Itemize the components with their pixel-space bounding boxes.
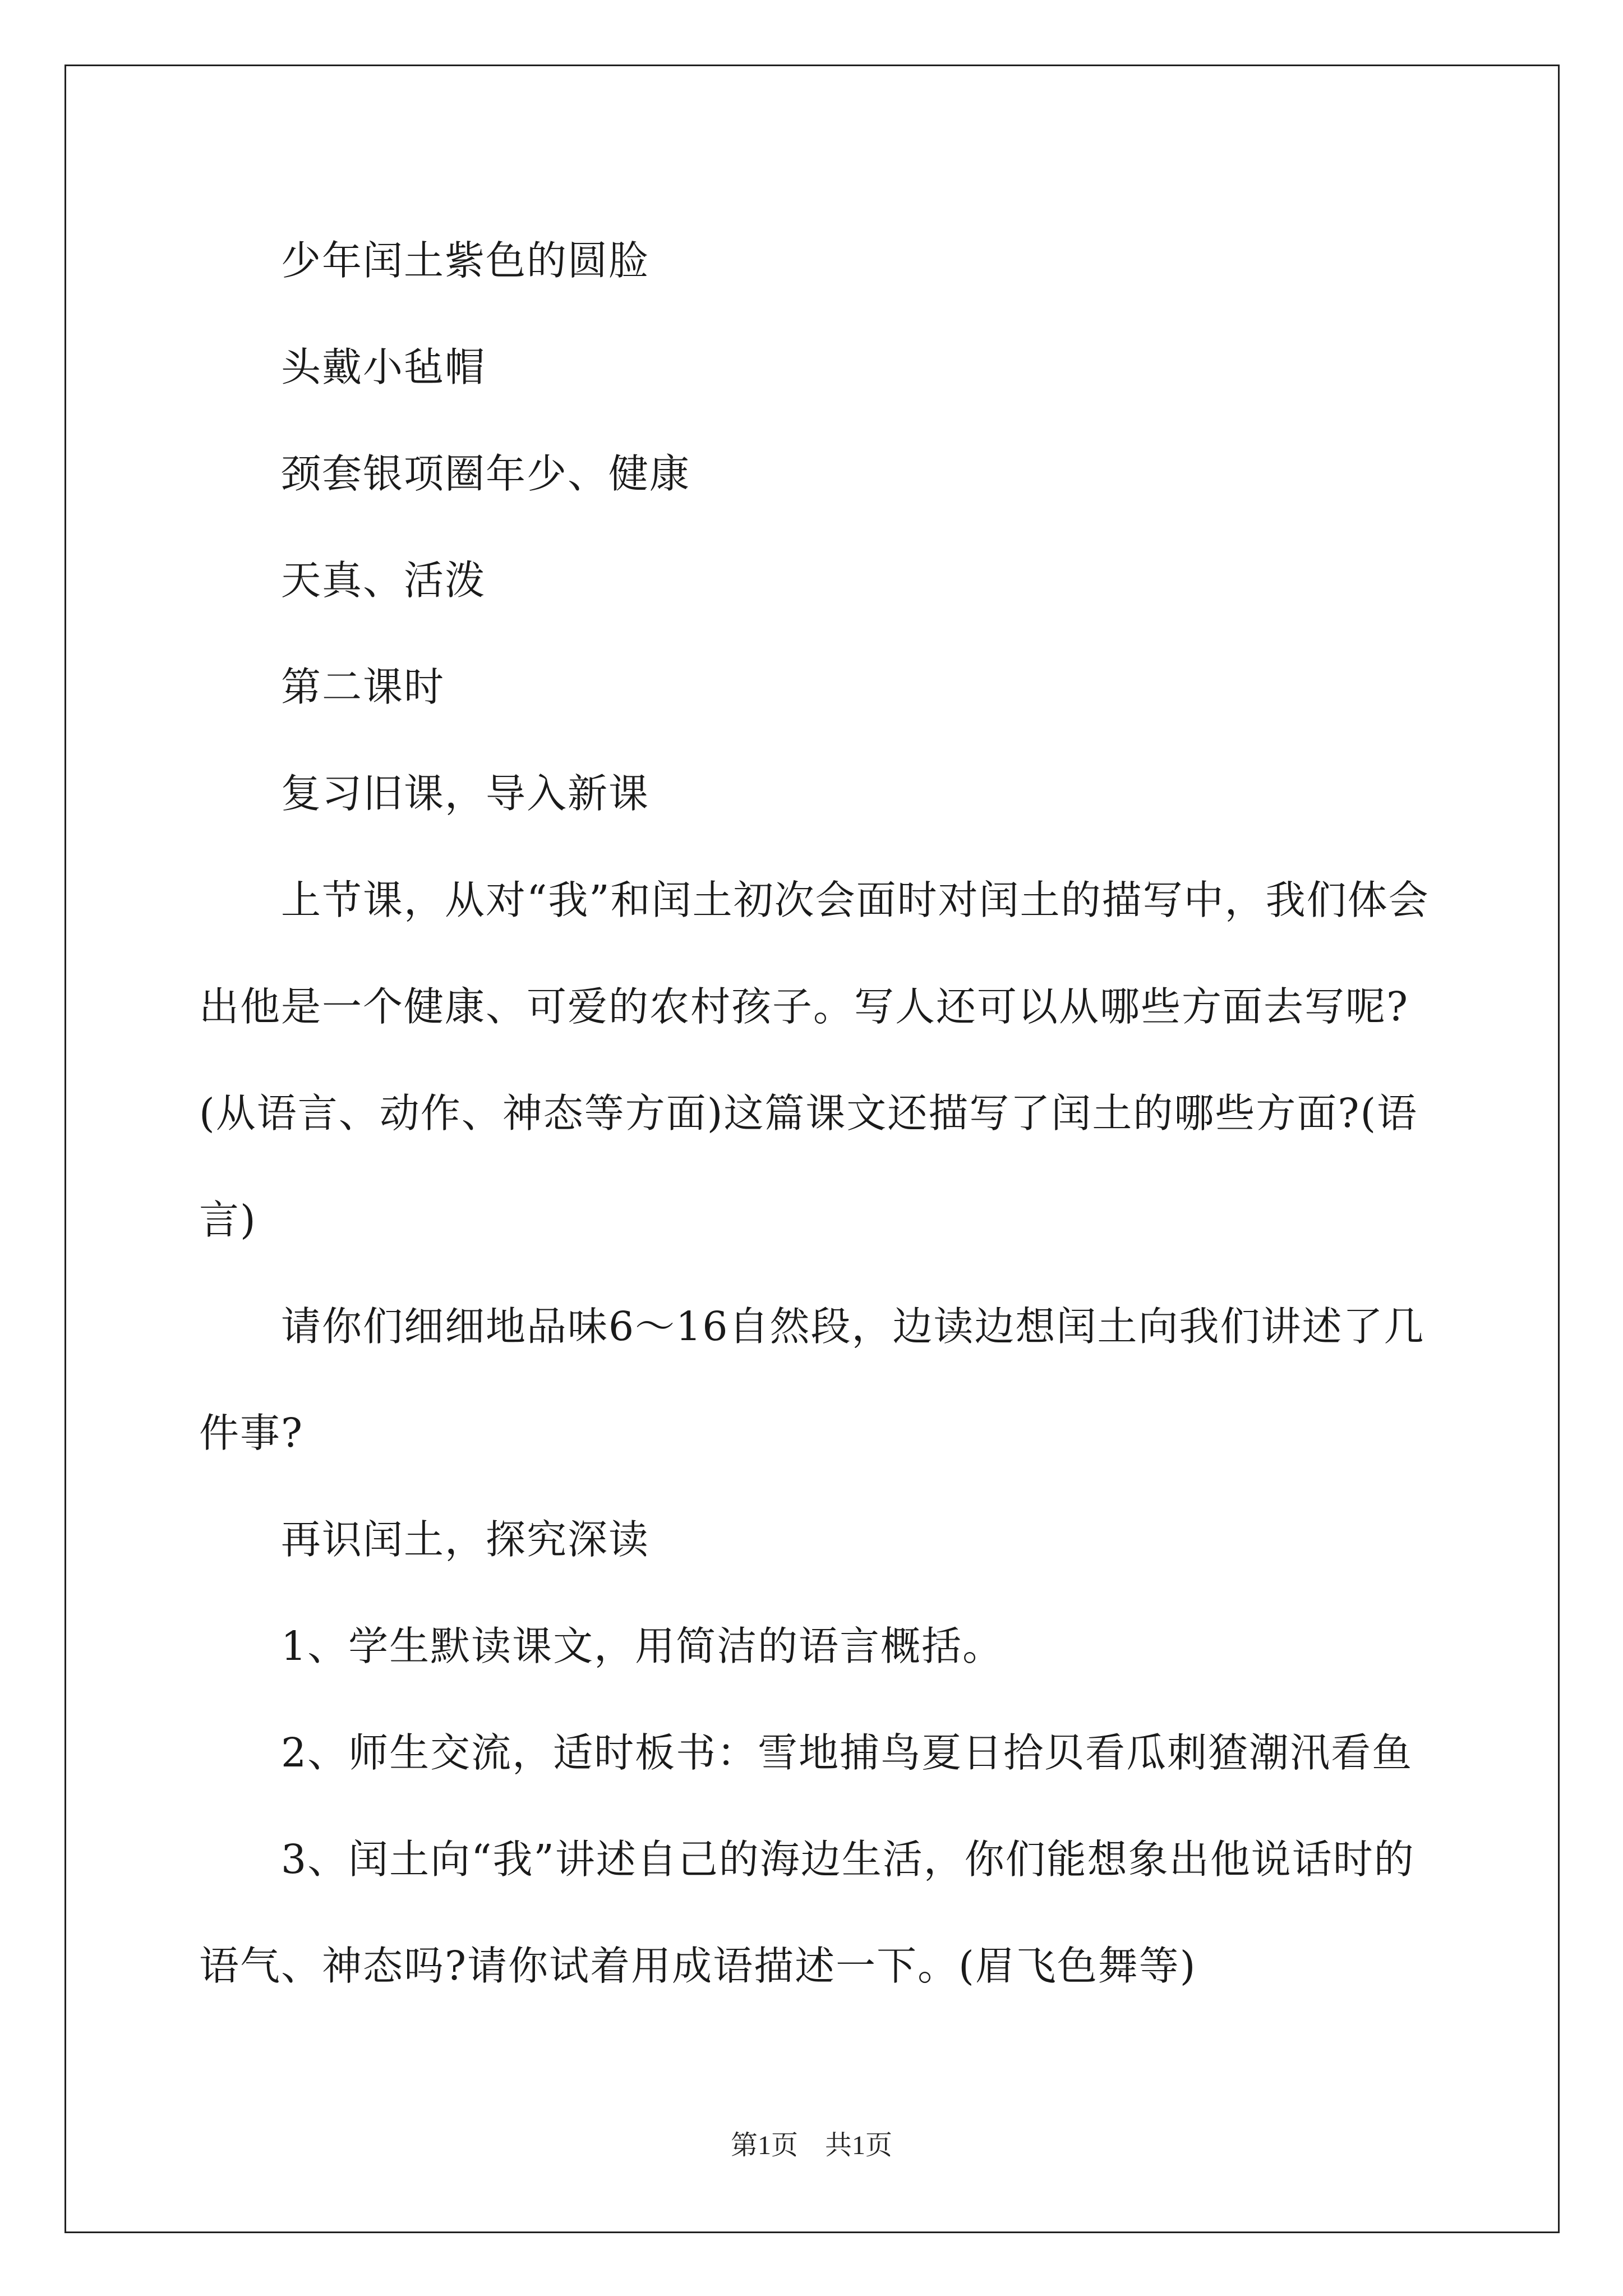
- paragraph-12: 3、闰土向“我”讲述自己的海边生活，你们能想象出他说话时的语气、神态吗?请你试着用成语描述一下。(眉飞色舞等): [199, 1836, 1415, 1989]
- paragraph-10: 1、学生默读课文，用简洁的语言概括。: [281, 1623, 1004, 1669]
- paragraph-9: 再识闰土，探究深读: [281, 1516, 650, 1563]
- paragraph-7: 上节课，从对“我”和闰土初次会面时对闰土的描写中，我们体会出他是一个健康、可爱的农村孩子。写人还可以从哪些方面去写呢?(从语言、动作、神态等方面)这篇课文还描写了闰土的哪些方面?(语言): [199, 877, 1430, 1243]
- paragraph-8: 请你们细细地品味6～16自然段，边读边想闰土向我们讲述了几件事?: [199, 1303, 1425, 1456]
- paragraph-2: 头戴小毡帽: [281, 344, 486, 390]
- paragraph-6: 复习旧课，导入新课: [281, 770, 650, 817]
- paragraph-4: 天真、活泼: [281, 557, 486, 604]
- document-body: [199, 208, 1433, 2019]
- paragraph-11: 2、师生交流，适时板书：雪地捕鸟夏日拾贝看瓜刺猹潮汛看鱼: [281, 1729, 1413, 1776]
- paragraph-5: 第二课时: [281, 664, 445, 710]
- page-footer: 第1页 共1页: [730, 2131, 892, 2160]
- paragraph-3: 颈套银项圈年少、健康: [281, 450, 691, 497]
- paragraph-1: 少年闰土紫色的圆脸: [281, 237, 650, 284]
